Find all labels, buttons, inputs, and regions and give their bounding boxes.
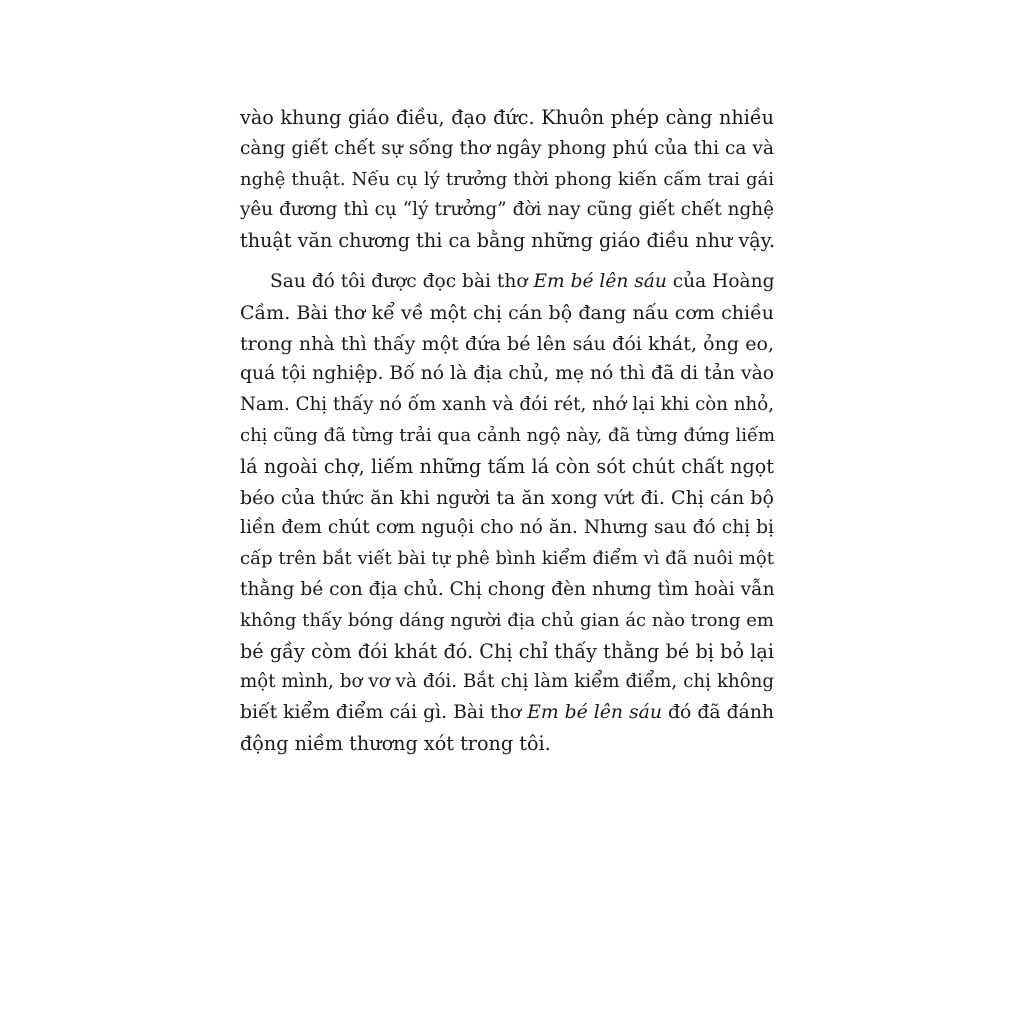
text-segment: động niềm thương xót trong tôi. [240,731,551,755]
text-line [240,575,774,606]
paragraph-gap [240,257,774,267]
text-line [240,165,774,196]
text-segment: trong nhà thì thấy một đứa bé lên sáu đói khát, ỏng eo, [240,332,774,355]
text-segment: Sau đó tôi được đọc bài thơ [270,270,534,292]
text-segment: của Hoàng [666,270,775,292]
text-segment: một mình, bơ vơ và đói. Bắt chị làm kiểm điểm, chị không [240,671,774,693]
text-line [240,452,774,483]
body-text [240,103,774,760]
text-line [240,544,774,575]
text-line [240,667,774,698]
book-title-italic: Em bé lên sáu [527,702,662,724]
text-line [240,729,774,760]
text-line [240,103,774,134]
text-segment: Cầm. Bài thơ kể về một chị cán bộ đang nấu cơm chiều [240,301,774,324]
paragraph [240,103,774,257]
text-segment: lá ngoài chợ, liếm những tấm lá còn sót chút chất ngọt [240,454,774,478]
text-segment: cấp trên bắt viết bài tự phê bình kiểm điểm vì đã nuôi một [240,548,774,570]
text-line [240,513,774,544]
text-segment: không thấy bóng dáng người địa chủ gian ác nào trong em [240,609,774,631]
text-segment: vào khung giáo điều, đạo đức. Khuôn phép càng nhiều [240,106,774,129]
text-line [240,390,774,421]
text-segment: quá tội nghiệp. Bố nó là địa chủ, mẹ nó thì đã di tản vào [240,363,775,385]
text-segment: thuật văn chương thi ca bằng những giáo điều như vậy. [240,229,776,253]
text-segment: yêu đương thì cụ “lý trưởng” đời nay cũng giết chết nghệ [240,199,774,221]
text-segment: Nam. Chị thấy nó ốm xanh và đói rét, nhớ lại khi còn nhỏ, [240,394,774,416]
text-line [240,267,774,298]
text-line [240,359,774,390]
text-line [240,134,774,165]
text-line [240,637,774,668]
text-segment: đó đã đánh [661,702,775,724]
text-line [240,483,774,514]
text-line [240,195,774,226]
text-segment: thằng bé con địa chủ. Chị chong đèn nhưng tìm hoài vẫn [240,578,775,600]
text-segment: càng giết chết sự sống thơ ngây phong phú của thi ca và [240,137,774,159]
text-line [240,329,774,360]
text-line [240,298,774,329]
text-line [240,606,774,637]
book-title-italic: Em bé lên sáu [533,270,667,292]
text-segment: bé gầy còm đói khát đó. Chị chỉ thấy thằng bé bị bỏ lại [240,639,774,663]
text-segment: béo của thức ăn khi người ta ăn xong vứt đi. Chị cán bộ [240,486,774,509]
text-line [240,421,774,452]
text-line [240,226,774,257]
text-segment: biết kiểm điểm cái gì. Bài thơ [240,702,528,724]
text-segment: nghệ thuật. Nếu cụ lý trưởng thời phong kiến cấm trai gái [240,168,774,190]
text-segment: chị cũng đã từng trải qua cảnh ngộ này, đã từng đứng liếm [240,424,776,446]
text-line [240,698,774,729]
text-segment: liền đem chút cơm nguội cho nó ăn. Nhưng sau đó chị bị [240,517,774,539]
paragraph [240,267,774,760]
